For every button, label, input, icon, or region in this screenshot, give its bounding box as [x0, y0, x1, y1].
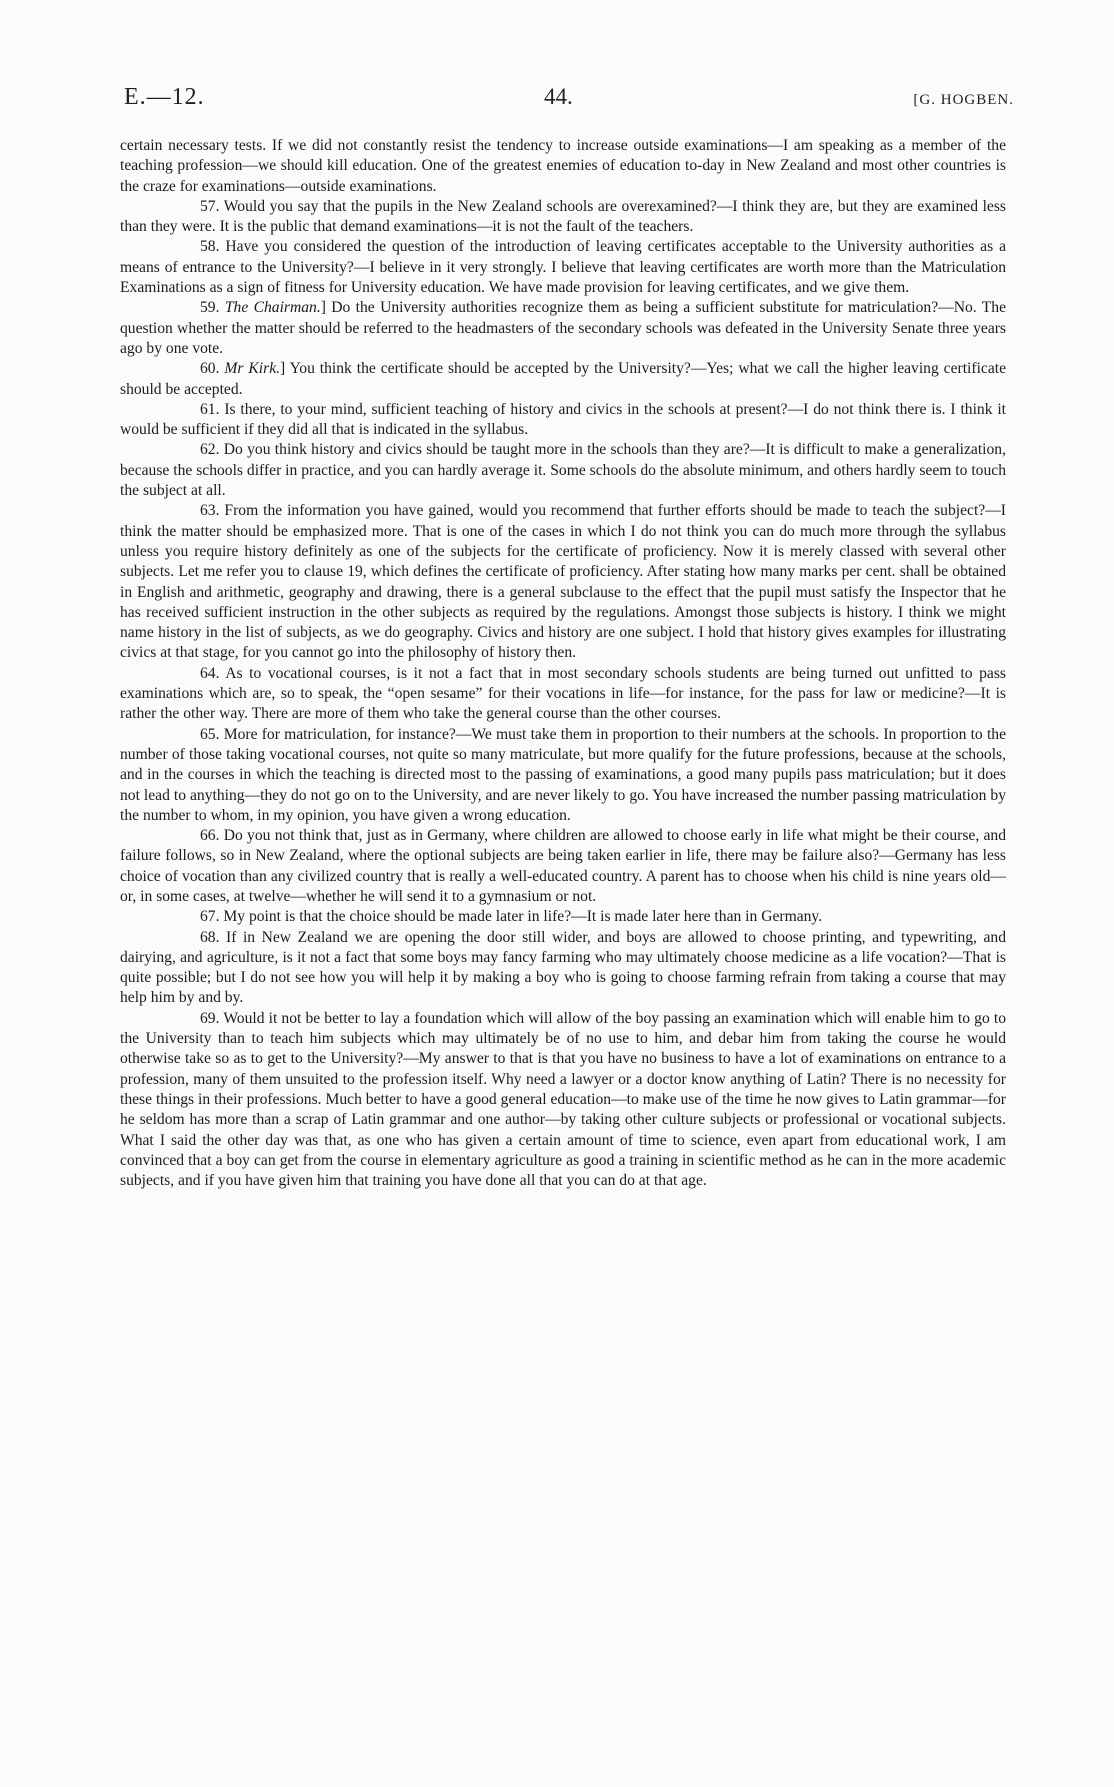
paragraph-69: 69. Would it not be better to lay a foundation which will allow of the boy passing an examination which will enable him to go to the University than to teach him subjects which may ultimately be of no use to him, and debar him from taking the course he would otherwise take so as to get to the University?—My answer to that is that you have no business to have a lot of examinations on entrance to a profession, many of them unsuited to the profession itself. Why need a lawyer or a doctor know anything of Latin? There is no necessity for these things in their professions. Much better to have a good general education—to make use of the time he now gives to Latin grammar—for he seldom has more than a scrap of Latin grammar and one author—by taking other culture subjects or professional or vocational subjects. What I said the other day was that, as one who has given a certain amount of time to science, even apart from educational work, I am convinced that a boy can get from the course in elementary agriculture as good a training in scientific method as he can in the more academic subjects, and if you have given him that training you have done all that you can do at that age.	[120, 1009, 1006, 1190]
paragraph-63: 63. From the information you have gained, would you recommend that further efforts should be made to teach the subject?—I think the matter should be emphasized more. That is one of the cases in which I do not think you can do much more through the syllabus unless you require history definitely as one of the subjects for the certificate of proficiency. Now it is merely classed with several other subjects. Let me refer you to clause 19, which defines the certificate of proficiency. After stating how many marks per cent. shall be obtained in English and arithmetic, geography and drawing, there is a general subclause to the effect that the pupil must satisfy the Inspector that he has received sufficient instruction in the other subjects as required by the regulations. Amongst those subjects is history. I think we might name history in the list of subjects, as we do geography. Civics and history are one subject. I hold that history gives examples for illustrating civics at that stage, for you cannot go into the philosophy of history then.	[120, 502, 1006, 662]
paragraph-64: 64. As to vocational courses, is it not a fact that in most secondary schools students are being turned out unfitted to pass examinations which are, so to speak, the “open sesame” for their vocations in life—for instance, for the pass for law or medicine?—It is rather the other way. There are more of them who take the general course than the other courses.	[120, 664, 1006, 723]
paragraph-68: 68. If in New Zealand we are opening the door still wider, and boys are allowed to choose printing, and typewriting, and dairying, and agriculture, is it not a fact that some boys may fancy farming who may ultimately choose medicine as a life vocation?—That is quite possible; but I do not see how you will help it by making a boy who is going to choose farming refrain from taking a course that may help him by and by.	[120, 928, 1006, 1007]
paragraph-66: 66. Do you not think that, just as in Germany, where children are allowed to choose early in life what might be their course, and failure follows, so in New Zealand, where the optional subjects are being taken earlier in life, there may be failure also?—Germany has less choice of vocation than any civilized country that is really a well-educated country. A parent has to choose when his child is nine years old—or, in some cases, at twelve—whether he will send it to a gymnasium or not.	[120, 827, 1006, 905]
witness-name: [G. HOGBEN.	[913, 92, 1014, 108]
paragraph-57: 57. Would you say that the pupils in the New Zealand schools are overexamined?—I think they are, but they are examined less than they were. It is the public that demand examinations—it is not the fault of the teachers.	[120, 197, 1006, 236]
paragraph-61: 61. Is there, to your mind, sufficient teaching of history and civics in the schools at present?—I do not think there is. I think it would be sufficient if they did all that is indicated in the syllabus.	[120, 400, 1006, 439]
paragraph-67: 67. My point is that the choice should be made later in life?—It is made later here than in Germany.	[200, 908, 823, 926]
paragraph-continued: certain necessary tests. If we did not constantly resist the tendency to increase outside examinations—I am speaking as a member of the teaching profession—we should kill education. One of the greatest enemies of education to-day in New Zealand and most other countries is the craze for examinations—outside examinations.	[120, 137, 1006, 195]
speaker-name: The Chairman.	[224, 299, 321, 317]
speaker-name: Mr Kirk.	[224, 360, 281, 378]
paragraph-60: 60. Mr Kirk.] You think the certificate should be accepted by the University?—Yes; what we call the higher leaving certificate should be accepted.	[120, 360, 1007, 398]
evidence-text	[120, 136, 1006, 1191]
paragraph-65: 65. More for matriculation, for instance?—We must take them in proportion to their numbers at the schools. In proportion to the number of those taking vocational courses, not quite so many matriculate, but more qualify for the future professions, because at the schools, and in the courses in which the teaching is directed most to the passing of examinations, a good many pupils pass matriculation; but it does not lead to anything—they do not go on to the University, and are never likely to go. You have increased the number passing matriculation by the number to whom, in my opinion, you have given a wrong education.	[120, 725, 1006, 824]
paragraph-62: 62. Do you think history and civics should be taught more in the schools than they are?—It is difficult to make a generalization, because the schools differ in practice, and you can hardly average it. Some schools do the absolute minimum, and others hardly seem to touch the subject at all.	[120, 441, 1006, 500]
paragraph-58: 58. Have you considered the question of the introduction of leaving certificates acceptable to the University authorities as a means of entrance to the University?—I believe in it very strongly. I believe that leaving certificates are worth more than the Matriculation Examinations as a sign of fitness for University education. We have made provision for leaving certificates, and we give them.	[120, 238, 1006, 297]
page-number: 44.	[544, 84, 573, 109]
paragraph-59: 59. The Chairman.] Do the University authorities recognize them as being a sufficient substitute for matriculation?—No. The question whether the matter should be referred to the headmasters of the secondary schools was defeated in the University Senate three years ago by one vote.	[120, 299, 1006, 357]
page-code: E.—12.	[124, 84, 205, 110]
